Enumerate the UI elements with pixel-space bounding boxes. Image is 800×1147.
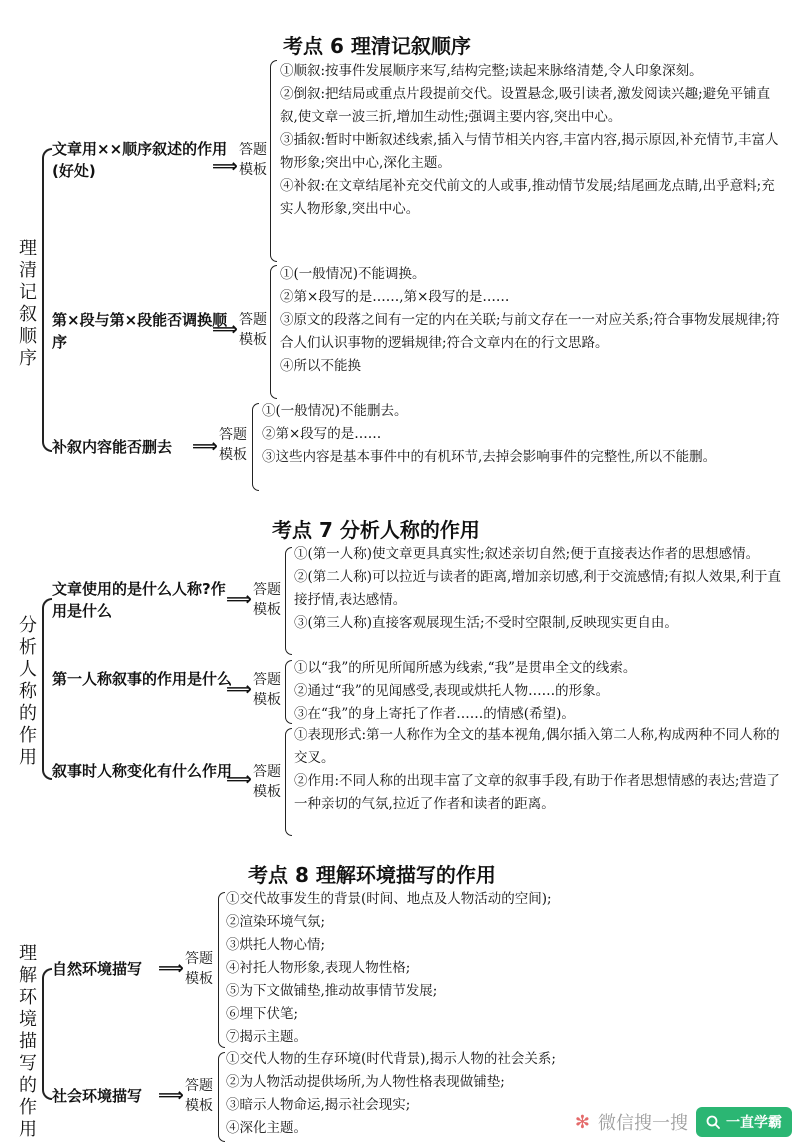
section-brace [42, 148, 52, 452]
answer-item: ①表现形式:第一人称作为全文的基本视角,偶尔插入第二人称,构成两种不同人称的交叉。 [294, 727, 780, 766]
answer-item: ④所以不能换 [280, 358, 361, 374]
answer-item: ②渲染环境气氛; [226, 914, 326, 930]
answer-item: ④补叙:在文章结尾补充交代前文的人或事,推动情节发展;结尾画龙点睛,出乎意料;充实人物形象,突出中心。 [280, 178, 775, 217]
template-label: 答题模板 [219, 427, 247, 463]
template-label: 答题模板 [253, 672, 281, 708]
answer-item: ③(第三人称)直接客观展现生活;不受时空限制,反映现实更自由。 [294, 615, 678, 631]
template-label: 答题模板 [239, 142, 267, 178]
search-button-label: 一直学霸 [726, 1115, 782, 1131]
answer-list [294, 724, 784, 816]
answer-item: ③在“我”的身上寄托了作者……的情感(希望)。 [294, 706, 575, 722]
section-side-label: 理清记叙顺序 [19, 238, 37, 369]
answer-item: ④衬托人物形象,表现人物性格; [226, 960, 411, 976]
section-title: 考点 8 理解环境描写的作用 [248, 863, 496, 887]
answer-item: ⑦揭示主题。 [226, 1029, 307, 1045]
answer-item: ③暗示人物命运,揭示社会现实; [226, 1097, 411, 1113]
section-title: 考点 6 理清记叙顺序 [283, 34, 471, 58]
answer-item: ②第×段写的是……,第×段写的是…… [280, 289, 510, 305]
answer-item: ③插叙:暂时中断叙述线索,插入与情节相关内容,丰富内容,揭示原因,补充情节,丰富人物形象;突出中心,深化主题。 [280, 132, 779, 171]
question-label: 补叙内容能否删去 [52, 438, 173, 456]
group-brace [285, 660, 292, 724]
answer-item: ①顺叙:按事件发展顺序来写,结构完整;读起来脉络清楚,令人印象深刻。 [280, 63, 703, 79]
group-brace [285, 728, 292, 836]
template-label: 答题模板 [185, 951, 213, 987]
arrow-icon: ⟹ [212, 156, 238, 177]
arrow-icon: ⟹ [226, 589, 252, 610]
group-brace [285, 547, 292, 655]
answer-list [280, 60, 780, 221]
answer-item: ②作用:不同人称的出现丰富了文章的叙事手段,有助于作者思想情感的表达;营造了一种亲切的气氛,拉近了作者和读者的距离。 [294, 773, 780, 812]
answer-item: ④深化主题。 [226, 1120, 307, 1136]
sogou-star-icon: ✻ [574, 1111, 590, 1133]
group-brace [270, 60, 277, 262]
section-brace [42, 968, 52, 1100]
question-label: 第一人称叙事的作用是什么 [52, 670, 233, 688]
answer-item: ②为人物活动提供场所,为人物性格表现做铺垫; [226, 1074, 505, 1090]
section-brace [42, 598, 52, 780]
answer-list [280, 263, 780, 378]
arrow-icon: ⟹ [226, 679, 252, 700]
answer-item: ②第×段写的是…… [262, 426, 382, 442]
search-icon [706, 1115, 720, 1129]
arrow-icon: ⟹ [192, 436, 218, 457]
arrow-icon: ⟹ [212, 319, 238, 340]
template-label: 答题模板 [239, 312, 267, 348]
answer-item: ③烘托人物心情; [226, 937, 326, 953]
watermark-text: 微信搜一搜 [598, 1113, 688, 1134]
group-brace [218, 1052, 225, 1142]
answer-item: ①交代故事发生的背景(时间、地点及人物活动的空间); [226, 891, 552, 907]
answer-list [294, 543, 784, 635]
answer-list [262, 400, 772, 469]
group-brace [270, 265, 277, 399]
answer-item: ②(第二人称)可以拉近与读者的距离,增加亲切感,利于交流感情;有拟人效果,利于直接抒情,表达感情。 [294, 569, 781, 608]
section-side-label: 分析人称的作用 [19, 615, 37, 768]
arrow-icon: ⟹ [158, 958, 184, 979]
answer-item: ⑥埋下伏笔; [226, 1006, 299, 1022]
template-label: 答题模板 [253, 582, 281, 618]
question-label: 第×段与第×段能否调换顺序 [52, 311, 228, 351]
arrow-icon: ⟹ [158, 1085, 184, 1106]
group-brace [252, 403, 259, 491]
search-button[interactable] [696, 1107, 792, 1137]
answer-list [226, 888, 756, 1049]
group-brace [218, 892, 225, 1048]
question-label: 文章使用的是什么人称?作用是什么 [52, 580, 226, 620]
section-title: 考点 7 分析人称的作用 [272, 518, 480, 542]
answer-item: ③这些内容是基本事件中的有机环节,去掉会影响事件的完整性,所以不能删。 [262, 449, 717, 465]
answer-item: ①(第一人称)使文章更具真实性;叙述亲切自然;便于直接表达作者的思想感情。 [294, 546, 760, 562]
question-label: 叙事时人称变化有什么作用 [52, 762, 233, 780]
template-label: 答题模板 [253, 764, 281, 800]
answer-item: ⑤为下文做铺垫,推动故事情节发展; [226, 983, 438, 999]
question-label: 自然环境描写 [52, 960, 143, 978]
answer-item: ①交代人物的生存环境(时代背景),揭示人物的社会关系; [226, 1051, 556, 1067]
answer-item: ②倒叙:把结局或重点片段提前交代。设置悬念,吸引读者,激发阅读兴趣;避免平铺直叙,使文章一波三折,增加生动性;强调主要内容,突出中心。 [280, 86, 771, 125]
answer-item: ①(一般情况)不能删去。 [262, 403, 408, 419]
template-label: 答题模板 [185, 1078, 213, 1114]
question-label: 社会环境描写 [52, 1087, 143, 1105]
watermark [575, 1107, 792, 1137]
question-label: 文章用××顺序叙述的作用(好处) [52, 140, 228, 180]
arrow-icon: ⟹ [226, 769, 252, 790]
answer-item: ②通过“我”的见闻感受,表现或烘托人物……的形象。 [294, 683, 610, 699]
section-side-label: 理解环境描写的作用 [19, 943, 37, 1140]
answer-item: ③原文的段落之间有一定的内在关联;与前文存在一一对应关系;符合事物发展规律;符合人们认识事物的逻辑规律;符合文章内在的行文思路。 [280, 312, 780, 351]
answer-list [294, 657, 784, 726]
answer-item: ①以“我”的所见所闻所感为线索,“我”是贯串全文的线索。 [294, 660, 637, 676]
answer-item: ①(一般情况)不能调换。 [280, 266, 426, 282]
